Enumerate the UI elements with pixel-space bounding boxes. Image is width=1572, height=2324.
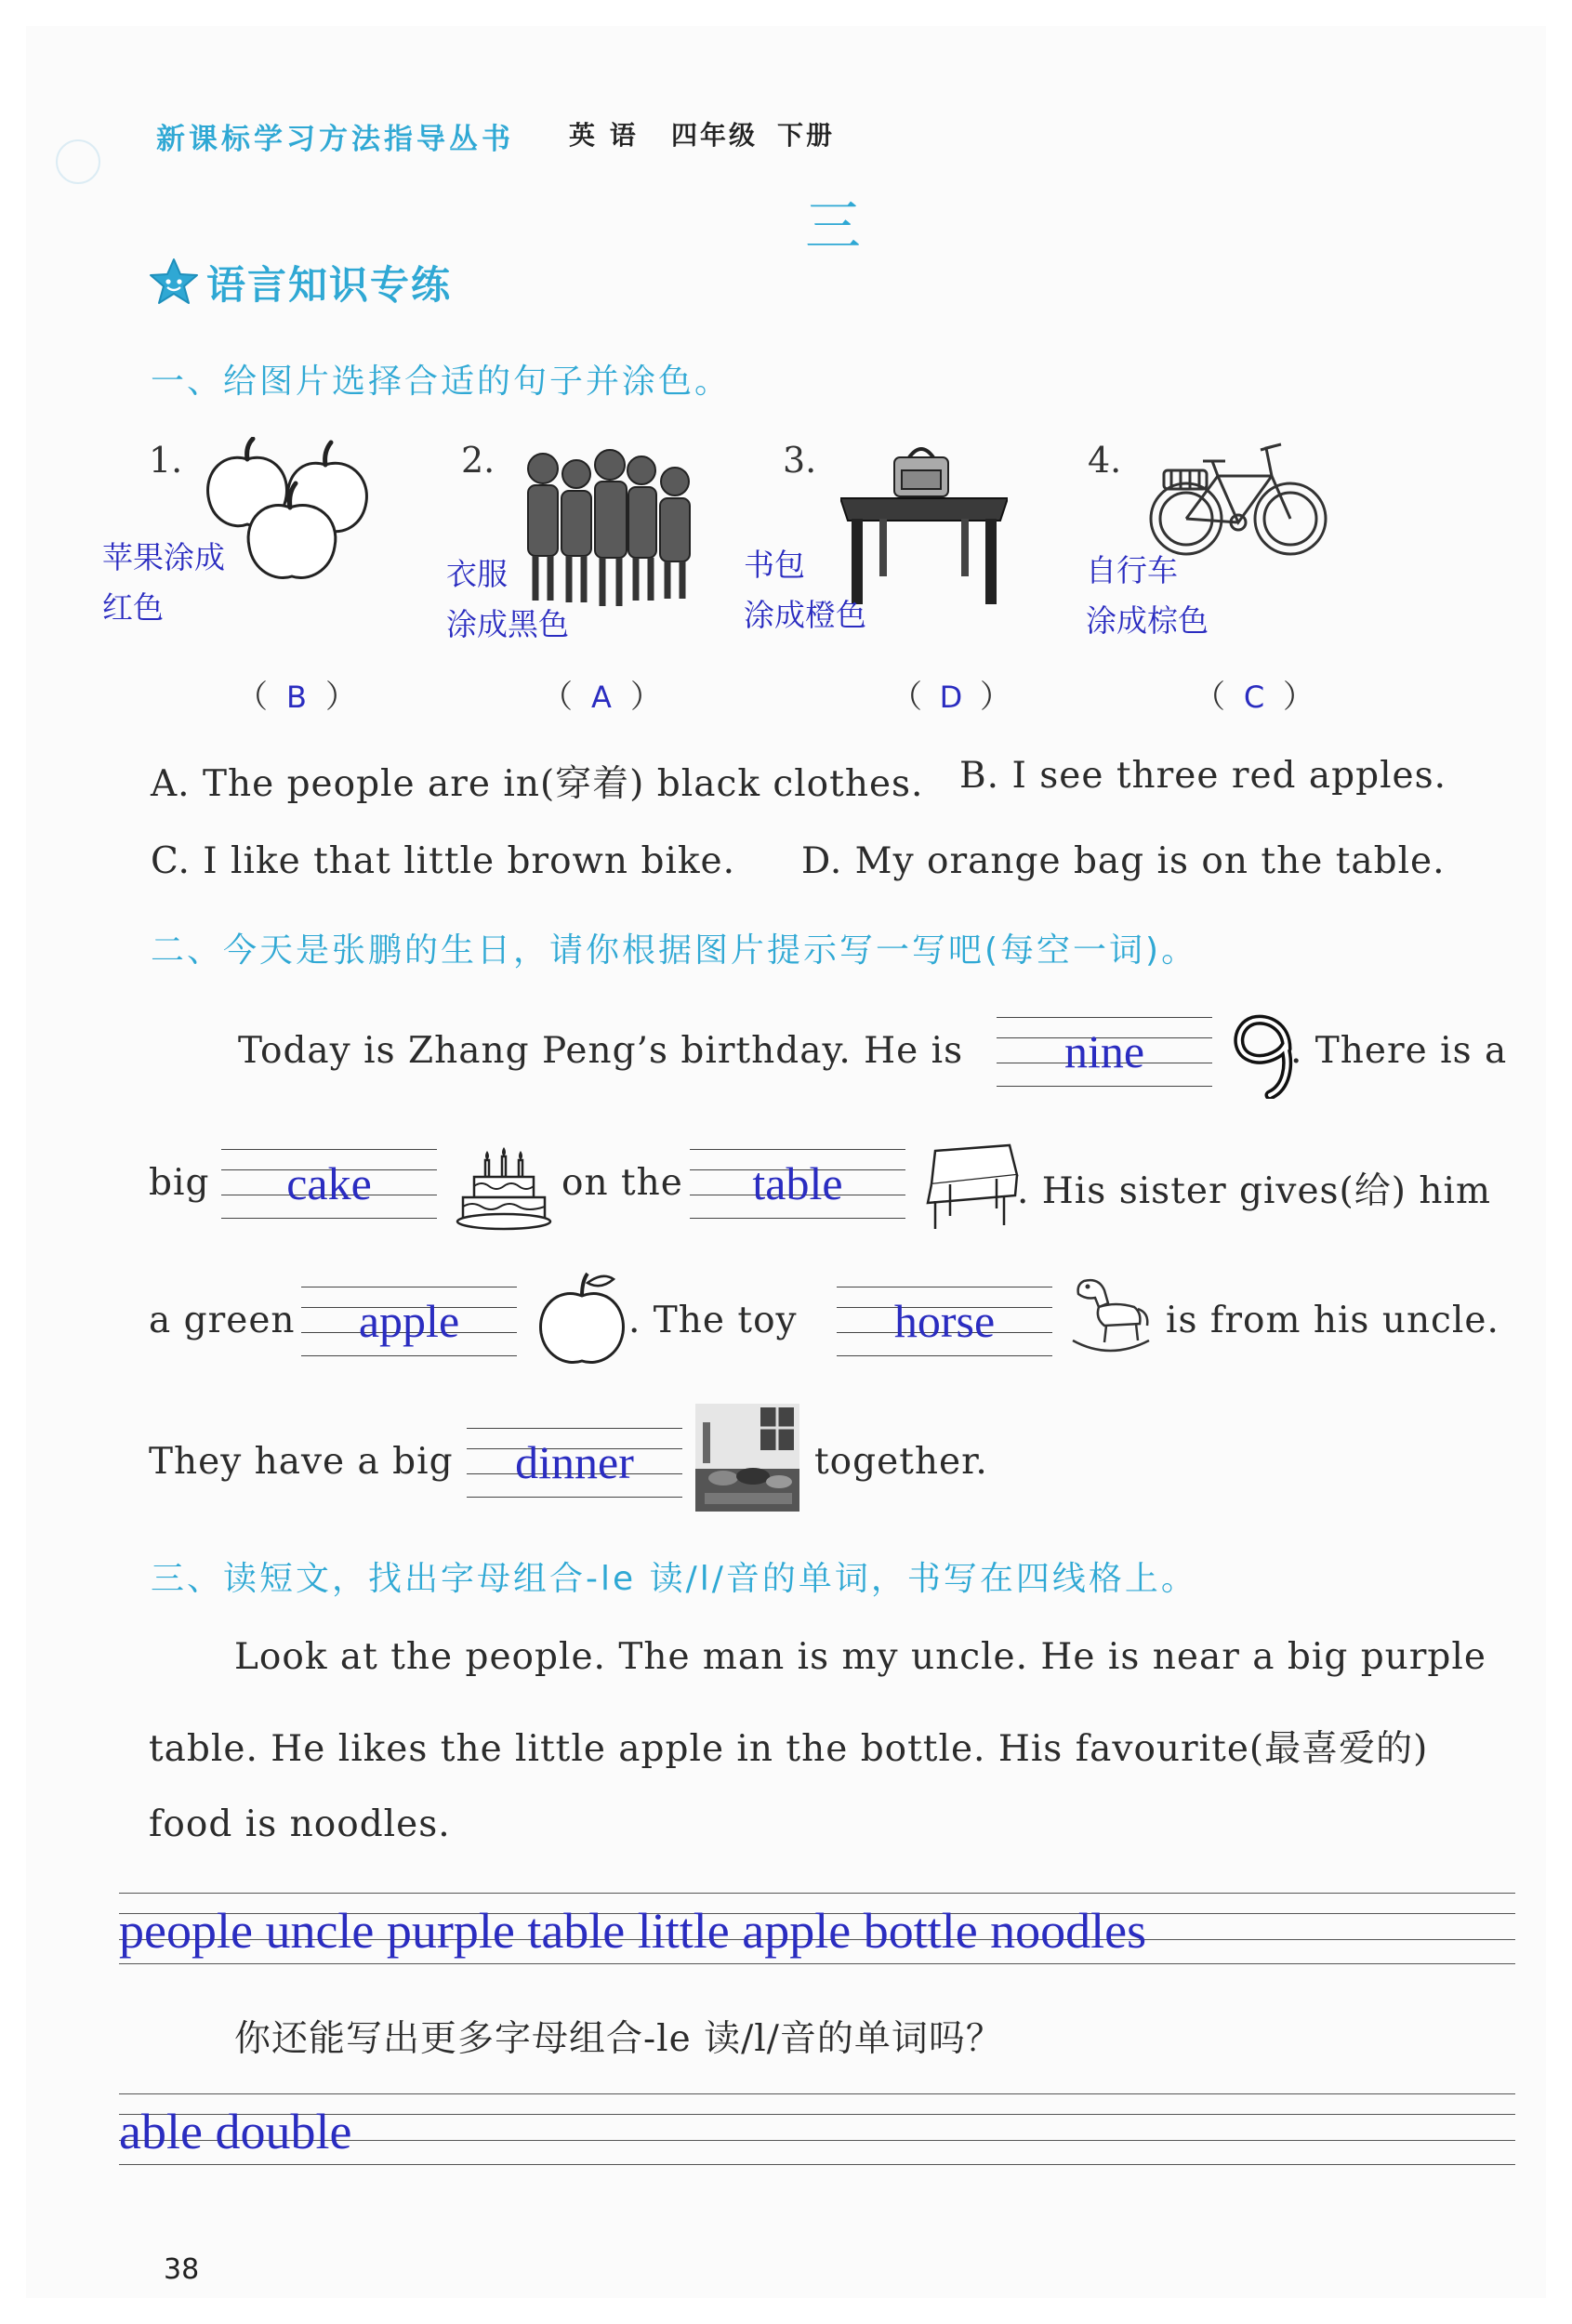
four-line-grid-1[interactable] bbox=[119, 1887, 1515, 1967]
blank-horse[interactable] bbox=[837, 1281, 1052, 1359]
apples-icon bbox=[199, 437, 381, 589]
p2-line4-text-b: together. bbox=[814, 1441, 988, 1483]
p2-line3-text-a: a green bbox=[149, 1300, 296, 1341]
blank-nine[interactable] bbox=[997, 1011, 1212, 1089]
item2-note-line1: 衣服 bbox=[446, 556, 508, 592]
item1-number: 1. bbox=[149, 440, 183, 481]
volume-label: 下册 bbox=[777, 120, 836, 151]
item3-note-line2: 涂成橙色 bbox=[744, 597, 866, 633]
answer-le-words: people uncle purple table little apple bottle noodles bbox=[119, 1903, 1147, 1959]
table-icon bbox=[918, 1138, 1021, 1235]
cake-icon bbox=[454, 1132, 554, 1235]
item1-note-line1: 苹果涂成 bbox=[102, 539, 225, 575]
page-corner-mark bbox=[56, 139, 100, 184]
p2-line3-text-b: . The toy bbox=[628, 1300, 798, 1341]
item4-number: 4. bbox=[1088, 440, 1122, 481]
item1-answer-bracket[interactable]: （ B ） bbox=[236, 679, 357, 716]
subject-label: 英 语 bbox=[569, 120, 639, 151]
p2-line2-text-c: . His sister gives(给) him bbox=[1017, 1170, 1491, 1212]
grade-label: 四年级 bbox=[671, 120, 759, 151]
item2-note-line2: 涂成黑色 bbox=[446, 606, 569, 642]
p2-line1-text-b: . There is a bbox=[1290, 1030, 1508, 1072]
blank-table[interactable] bbox=[690, 1143, 905, 1221]
p2-line2-text-b: on the bbox=[561, 1162, 683, 1204]
item3-answer-bracket[interactable]: （ D ） bbox=[891, 679, 1011, 716]
rocking-horse-icon bbox=[1067, 1275, 1153, 1367]
star-icon bbox=[149, 257, 199, 310]
four-line-grid-2[interactable] bbox=[119, 2088, 1515, 2168]
option-a: A. The people are in(穿着) black clothes. bbox=[151, 763, 924, 805]
answer-nine: nine bbox=[1063, 1025, 1145, 1077]
section-title: 语言知识专练 bbox=[206, 262, 453, 308]
page-number: 38 bbox=[164, 2253, 200, 2286]
passage-line-3: food is noodles. bbox=[149, 1803, 451, 1845]
apple-icon bbox=[534, 1270, 630, 1372]
item4-note-line2: 涂成棕色 bbox=[1086, 602, 1209, 639]
option-b: B. I see three red apples. bbox=[959, 755, 1447, 797]
answer-more-le-words: able double bbox=[119, 2104, 352, 2159]
item3-answer: D bbox=[939, 680, 963, 715]
book-series-title: 新课标学习方法指导丛书 bbox=[156, 123, 514, 156]
item1-note-line2: 红色 bbox=[102, 589, 164, 626]
item4-note-line1: 自行车 bbox=[1086, 552, 1178, 588]
p2-line3-text-c: is from his uncle. bbox=[1166, 1300, 1499, 1341]
number-nine-icon bbox=[1229, 1013, 1300, 1103]
p2-line2-text-a: big bbox=[149, 1162, 210, 1204]
blank-cake[interactable] bbox=[221, 1143, 437, 1221]
item3-number: 3. bbox=[783, 440, 817, 481]
people-icon bbox=[521, 437, 697, 615]
blank-dinner[interactable] bbox=[467, 1422, 682, 1500]
item2-answer: A bbox=[591, 680, 612, 715]
passage-line-1: Look at the people. The man is my uncle. He is near a big purple bbox=[234, 1636, 1486, 1678]
part3-heading: 三、读短文，找出字母组合-le 读/l/音的单词，书写在四线格上。 bbox=[151, 1560, 1197, 1598]
item1-answer: B bbox=[286, 680, 307, 715]
option-c: C. I like that little brown bike. bbox=[151, 840, 735, 882]
dinner-icon bbox=[695, 1404, 799, 1515]
passage-line-2: table. He likes the little apple in the bottle. His favourite(最喜爱的) bbox=[149, 1728, 1429, 1770]
blank-apple[interactable] bbox=[301, 1281, 517, 1359]
answer-dinner: dinner bbox=[515, 1436, 634, 1488]
bag-on-table-icon bbox=[840, 439, 1008, 610]
part1-heading: 一、给图片选择合适的句子并涂色。 bbox=[151, 363, 732, 401]
p2-line4-text-a: They have a big bbox=[149, 1441, 454, 1483]
item2-answer-bracket[interactable]: （ A ） bbox=[541, 679, 662, 716]
option-d: D. My orange bag is on the table. bbox=[801, 840, 1446, 882]
part2-heading: 二、今天是张鹏的生日，请你根据图片提示写一写吧(每空一词)。 bbox=[151, 931, 1198, 970]
p2-line1-text-a: Today is Zhang Peng’s birthday. He is bbox=[238, 1030, 964, 1072]
part3-question: 你还能写出更多字母组合-le 读/l/音的单词吗？ bbox=[234, 2018, 1003, 2060]
unit-number: 三 bbox=[805, 194, 861, 259]
answer-table: table bbox=[752, 1157, 843, 1209]
item2-number: 2. bbox=[461, 440, 495, 481]
item4-answer: C bbox=[1243, 680, 1265, 715]
item4-answer-bracket[interactable]: （ C ） bbox=[1194, 679, 1314, 716]
answer-horse: horse bbox=[893, 1295, 996, 1347]
answer-apple: apple bbox=[358, 1295, 460, 1347]
item3-note-line1: 书包 bbox=[744, 547, 805, 583]
answer-cake: cake bbox=[286, 1157, 372, 1209]
